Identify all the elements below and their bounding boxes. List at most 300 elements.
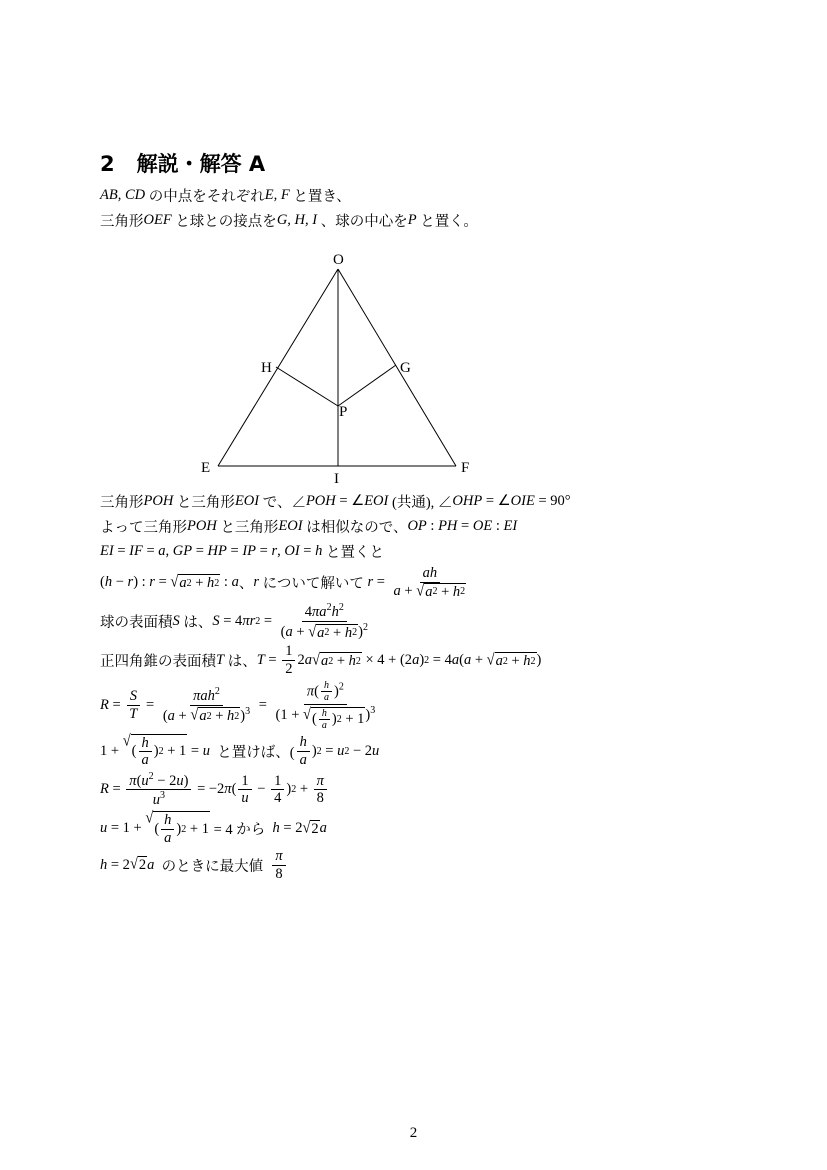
math-var: h <box>272 820 280 837</box>
math-var: HP <box>207 543 227 559</box>
numerator <box>314 773 327 791</box>
text: と球との接点を <box>171 214 277 230</box>
fraction <box>161 812 174 846</box>
math-var: h <box>324 679 330 691</box>
radical-sign: √ <box>170 572 179 591</box>
denominator <box>321 692 332 704</box>
text: = <box>264 652 281 669</box>
math-var: h <box>331 604 339 621</box>
superscript: 2 <box>181 823 187 835</box>
denominator <box>126 706 140 723</box>
text: 4 <box>274 790 282 807</box>
text: = <box>108 697 125 714</box>
text: 、 <box>238 576 254 593</box>
square-root <box>170 574 220 592</box>
numerator <box>127 688 140 706</box>
text: ( <box>162 707 168 724</box>
numerator <box>304 680 347 705</box>
text: 三角形 <box>100 214 144 230</box>
math-var: T <box>256 652 265 669</box>
math-var: GP <box>172 543 193 559</box>
math-var: T <box>129 706 138 723</box>
fraction <box>126 688 140 722</box>
math-var: a <box>147 856 155 873</box>
text: ) <box>334 683 339 700</box>
text: × 4 + (2 <box>361 652 413 669</box>
text: 、球の中心を <box>317 214 408 230</box>
section-number: 2 <box>100 152 115 176</box>
fraction <box>272 848 285 882</box>
text: 8 <box>275 865 283 882</box>
square-root <box>303 707 365 732</box>
radical-sign: √ <box>122 731 131 750</box>
superscript: 2 <box>336 713 342 725</box>
text: = ∠ <box>482 493 511 509</box>
superscript: 2 <box>291 784 297 796</box>
text: 1 <box>274 772 282 789</box>
numerator <box>321 680 332 693</box>
math-var: h <box>344 624 353 641</box>
math-var: POH <box>143 493 174 509</box>
math-var: πr <box>242 613 256 630</box>
math-var: OP <box>407 518 427 534</box>
text: の中点をそれぞれ <box>145 189 265 205</box>
square-root <box>308 624 358 642</box>
math-var: a <box>393 582 401 599</box>
superscript: 2 <box>344 745 350 757</box>
denominator <box>297 752 310 769</box>
denominator <box>150 790 168 809</box>
math-var: PH <box>438 518 458 534</box>
radical-sign: √ <box>303 705 312 723</box>
math-var: a <box>285 623 293 640</box>
math-var: h <box>104 574 113 591</box>
math-var: r <box>127 574 134 591</box>
text: (1 + <box>275 706 304 723</box>
text: 1 <box>241 772 249 789</box>
text: , <box>277 543 285 559</box>
label-H: H <box>261 360 272 376</box>
math-var: S <box>172 613 180 630</box>
text: ) : <box>133 574 150 591</box>
text: ( <box>459 652 464 669</box>
text: について解いて <box>258 576 368 593</box>
superscript: 2 <box>255 616 261 628</box>
section-heading <box>100 148 265 178</box>
superscript: 3 <box>159 790 165 802</box>
math-var: u <box>141 772 149 789</box>
numerator <box>161 812 174 830</box>
superscript: 2 <box>316 745 322 757</box>
text: = <box>321 742 338 759</box>
math-var: a <box>412 652 420 669</box>
text: = 2 <box>107 856 130 873</box>
text: = <box>192 543 208 559</box>
text: + <box>191 574 208 591</box>
math-var: a <box>158 543 166 559</box>
text: ) <box>153 743 159 760</box>
text: ) <box>419 652 425 669</box>
radical-sign: √ <box>416 581 425 600</box>
math-var: h <box>523 652 531 669</box>
text: ) <box>311 742 317 759</box>
denominator <box>272 866 285 883</box>
radicand <box>198 707 240 725</box>
math-var: T <box>216 652 225 669</box>
denominator <box>161 830 174 847</box>
math-var: OIE <box>510 493 535 509</box>
math-var: EOI <box>364 493 389 509</box>
superscript: 2 <box>214 686 220 698</box>
text: 球の表面積 <box>100 615 173 632</box>
text: ) <box>536 652 542 669</box>
fraction <box>314 773 327 807</box>
text: (共通), ∠ <box>388 495 453 511</box>
math-var: G, H, I <box>276 212 318 228</box>
text: = <box>142 697 158 714</box>
page-number: 2 <box>409 1125 418 1141</box>
text: と置けば、( <box>209 744 295 761</box>
label-G: G <box>400 360 411 376</box>
fraction <box>160 686 253 725</box>
superscript: 2 <box>148 770 154 782</box>
text: ( <box>280 623 286 640</box>
radical-sign: √ <box>145 809 154 827</box>
superscript: 2 <box>186 577 192 589</box>
text: で、∠ <box>259 495 306 511</box>
label-E: E <box>201 460 211 476</box>
text: + <box>437 583 453 600</box>
text: と置く。 <box>416 214 478 230</box>
text: は、 <box>179 615 213 632</box>
text: = 2 <box>279 820 303 837</box>
text: ( <box>131 743 137 760</box>
text: は相似なので、 <box>302 520 408 536</box>
text: = 4 <box>429 652 452 669</box>
math-var: a <box>167 707 175 724</box>
square-root <box>130 856 147 874</box>
text-line <box>100 643 571 677</box>
radicand <box>311 707 365 732</box>
math-var: h <box>348 652 356 669</box>
superscript: 2 <box>214 577 220 589</box>
radical-sign: √ <box>302 818 311 837</box>
denominator <box>160 706 253 726</box>
text: ( <box>136 772 142 789</box>
math-var: POH <box>187 518 217 534</box>
denominator <box>391 583 470 601</box>
text: + 1 <box>163 743 187 760</box>
math-var: AB, CD <box>100 187 146 203</box>
edge-OF <box>338 269 456 466</box>
text: + <box>329 624 345 641</box>
text: + <box>211 708 227 725</box>
text: = <box>142 543 159 559</box>
fraction <box>238 773 251 807</box>
math-var: S <box>212 613 220 630</box>
math-var: r <box>367 574 374 591</box>
text: ( <box>100 574 105 591</box>
math-var: πah <box>193 687 215 704</box>
math-var: a <box>463 652 472 669</box>
text-line <box>100 811 571 846</box>
superscript: 2 <box>424 655 430 667</box>
radicand <box>153 811 210 846</box>
fraction <box>126 771 191 809</box>
math-var: IP <box>242 543 256 559</box>
text: + <box>471 652 487 669</box>
text: 4 <box>304 604 313 621</box>
superscript: 2 <box>502 655 508 667</box>
math-var: OHP <box>452 493 483 509</box>
math-var: r <box>149 574 155 591</box>
math-var: a <box>317 624 325 641</box>
fraction <box>278 602 371 641</box>
numerator <box>272 848 285 866</box>
math-var: OI <box>284 543 300 559</box>
text: + 1 <box>186 820 209 837</box>
math-var: a <box>321 720 327 732</box>
text: 三角形 <box>100 495 144 511</box>
math-var: a <box>320 652 329 669</box>
math-var: π <box>129 772 137 789</box>
text: = <box>299 543 316 559</box>
text: 2 <box>138 857 147 874</box>
math-var: π <box>306 683 315 700</box>
fraction <box>391 565 470 600</box>
math-var: h <box>100 856 108 873</box>
math-var: a <box>495 652 503 669</box>
text: − <box>112 574 128 591</box>
text: ) <box>183 772 189 789</box>
radicand <box>131 734 188 769</box>
square-root <box>145 811 210 846</box>
text: = <box>255 697 271 714</box>
math-var: h <box>299 734 307 751</box>
text: + <box>296 781 312 798</box>
math-var: h <box>141 734 149 751</box>
superscript: 2 <box>324 627 330 639</box>
denominator <box>319 720 330 732</box>
label-O: O <box>333 252 344 268</box>
denominator <box>271 790 284 807</box>
math-var: a <box>425 583 433 600</box>
math-var: u <box>202 742 210 759</box>
text: 正四角錐の表面積 <box>100 654 216 671</box>
superscript: 2 <box>206 711 212 722</box>
text: = <box>154 574 171 591</box>
denominator <box>139 752 152 769</box>
math-var: u <box>176 772 184 789</box>
denominator <box>278 622 371 642</box>
label-F: F <box>461 460 470 476</box>
numerator <box>271 773 284 791</box>
math-var: IF <box>129 543 143 559</box>
radical-sign: √ <box>486 650 495 669</box>
math-var: a <box>451 652 460 669</box>
radicand <box>316 624 358 642</box>
superscript: 2 <box>328 655 334 667</box>
text: + 1 <box>341 711 365 728</box>
superscript: 3 <box>370 704 376 716</box>
radicand <box>424 583 466 601</box>
text: = 4 <box>219 613 243 630</box>
denominator <box>314 790 327 807</box>
radical-sign: √ <box>129 855 138 874</box>
math-var: R <box>100 781 109 798</box>
text: は、 <box>224 654 257 671</box>
numerator <box>420 565 441 583</box>
text: = <box>457 518 473 534</box>
label-P: P <box>339 404 348 420</box>
text: : <box>492 518 504 534</box>
math-var: h <box>452 583 461 600</box>
math-var: POH <box>305 493 336 509</box>
text: + <box>292 623 309 640</box>
square-root <box>416 583 466 601</box>
radicand <box>178 574 220 592</box>
math-var: ah <box>422 565 438 581</box>
fraction <box>271 773 284 807</box>
math-var: OEF <box>143 212 172 228</box>
text-line <box>100 848 571 882</box>
numerator <box>319 708 330 721</box>
edge-OE <box>218 269 338 466</box>
numerator <box>297 734 310 752</box>
text: : <box>220 574 232 591</box>
text: ) <box>358 623 363 640</box>
radical-sign: √ <box>308 622 317 641</box>
math-var: a <box>304 652 312 669</box>
text-line <box>100 771 571 809</box>
text-line <box>100 209 478 232</box>
text: = <box>256 543 272 559</box>
math-var: S <box>129 688 137 705</box>
text: ( <box>312 711 317 728</box>
text-line <box>100 602 571 641</box>
numerator <box>238 773 251 791</box>
fraction <box>139 735 152 769</box>
math-var: a <box>299 751 307 768</box>
text: = <box>187 742 203 759</box>
math-var: h <box>227 708 235 725</box>
superscript: 3 <box>245 705 251 717</box>
text: ) <box>365 706 371 723</box>
text: , <box>165 543 173 559</box>
text: = <box>108 781 125 798</box>
text-line <box>100 680 571 732</box>
superscript: 2 <box>432 586 438 598</box>
text: + <box>333 652 349 669</box>
denominator <box>273 705 379 732</box>
superscript: 2 <box>352 627 358 639</box>
text: ) <box>286 781 292 798</box>
text: 2 <box>311 820 319 837</box>
math-var: h <box>164 811 172 828</box>
text: = ∠ <box>335 493 365 509</box>
numerator <box>126 771 191 791</box>
text: = <box>373 574 389 591</box>
math-var: u <box>372 742 380 759</box>
text: ) <box>331 711 337 728</box>
math-var: h <box>207 574 215 591</box>
text: = 4 から <box>209 822 273 839</box>
math-var: r <box>271 543 278 559</box>
text: と置き、 <box>289 189 351 205</box>
math-var: a <box>179 574 187 591</box>
text: = 90° <box>534 493 571 509</box>
text-line <box>100 515 571 538</box>
radicand <box>495 652 537 670</box>
superscript: 2 <box>338 602 344 614</box>
math-var: πa <box>312 604 327 621</box>
text: + <box>400 582 417 599</box>
text-line <box>100 540 571 563</box>
triangle-diagram <box>190 245 490 490</box>
numerator <box>302 602 347 622</box>
superscript: 2 <box>355 655 361 667</box>
superscript: 2 <box>530 655 536 667</box>
text: = <box>226 543 243 559</box>
segment-GP <box>338 365 396 406</box>
text: − 2 <box>153 772 177 789</box>
text: − 2 <box>349 742 373 759</box>
fraction <box>297 734 310 768</box>
text: 2 <box>297 652 305 669</box>
text: + <box>507 652 524 669</box>
superscript: 2 <box>362 621 368 633</box>
math-var: a <box>231 574 239 591</box>
text-line <box>100 490 571 513</box>
math-var: a <box>199 708 207 725</box>
superscript: 2 <box>338 681 344 693</box>
text: − <box>253 781 270 798</box>
square-root <box>190 707 240 725</box>
text: ( <box>314 683 320 700</box>
text: ( <box>231 781 237 798</box>
solution-body <box>100 490 571 885</box>
text: = <box>260 613 276 630</box>
text: : <box>426 518 439 534</box>
math-var: r <box>253 574 259 591</box>
math-var: R <box>100 697 109 714</box>
text: 8 <box>316 790 324 807</box>
fraction <box>321 680 332 704</box>
fraction <box>319 708 330 732</box>
superscript: 2 <box>234 711 240 722</box>
math-var: E, F <box>264 187 290 203</box>
text-line <box>100 565 571 600</box>
text: = 1 + <box>107 820 146 837</box>
radicand <box>320 652 362 670</box>
text-line <box>100 184 478 207</box>
text: のときに最大値 <box>154 858 271 875</box>
square-root <box>122 731 188 769</box>
math-var: EI <box>503 518 518 534</box>
text: と三角形 <box>173 495 235 511</box>
math-var: u <box>241 790 249 807</box>
text: = −2 <box>193 781 225 798</box>
superscript: 2 <box>326 602 332 614</box>
text: + <box>174 707 191 724</box>
square-root <box>312 652 362 670</box>
square-root <box>487 652 537 670</box>
superscript: 2 <box>460 586 466 598</box>
text: 2 <box>285 661 293 678</box>
text: 1 + <box>100 742 123 759</box>
text: と置くと <box>322 545 384 561</box>
math-var: u <box>152 792 160 809</box>
